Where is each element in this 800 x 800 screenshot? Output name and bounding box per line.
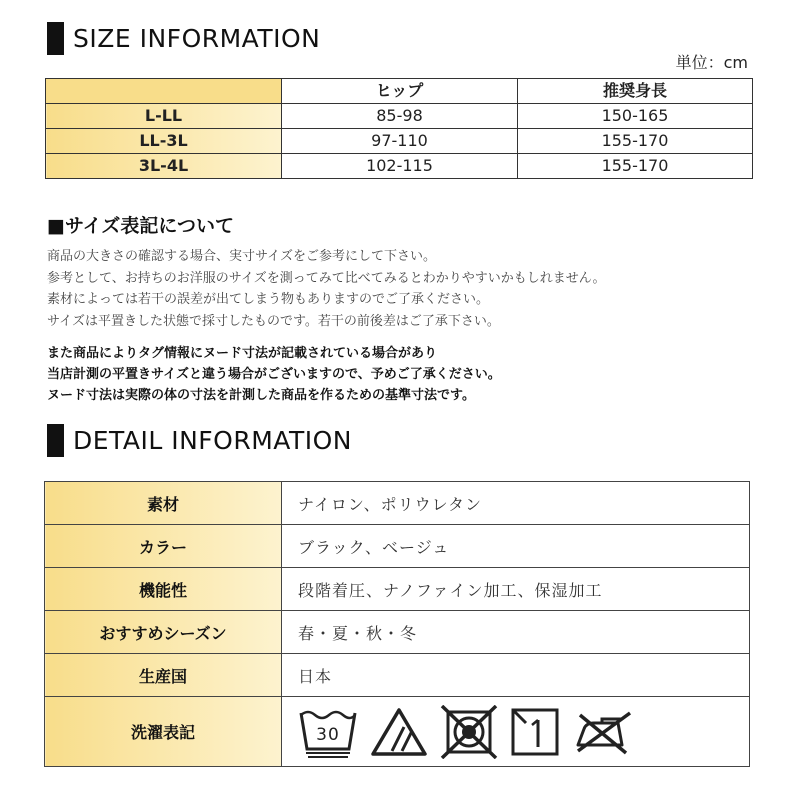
detail-label: おすすめシーズン bbox=[45, 611, 282, 654]
size-table-header bbox=[46, 79, 753, 104]
note-line: 参考として、お持ちのお洋服のサイズを測ってみて比べてみるとわかりやすいかもしれません。 bbox=[47, 270, 606, 286]
table-row bbox=[45, 525, 750, 568]
note-line: 素材によっては若干の誤差が出てしまう物もありますのでご了承ください。 bbox=[47, 292, 490, 307]
detail-table bbox=[44, 481, 750, 767]
note-line: 商品の大きさの確認する場合、実寸サイズをご参考にして下さい。 bbox=[47, 249, 436, 264]
detail-value: ナイロン、ポリウレタン bbox=[282, 482, 750, 525]
hip-value: 97-110 bbox=[282, 129, 518, 154]
table-row bbox=[45, 654, 750, 697]
size-label: LL-3L bbox=[46, 129, 282, 154]
size-note-body bbox=[47, 246, 605, 332]
size-header-blank bbox=[46, 79, 282, 104]
height-value: 155-170 bbox=[518, 129, 753, 154]
detail-section-header bbox=[47, 424, 352, 457]
size-note-title: ■サイズ表記について bbox=[47, 215, 235, 237]
size-label: L-LL bbox=[46, 104, 282, 129]
care-icons bbox=[298, 705, 749, 759]
size-header-hip: ヒップ bbox=[282, 79, 518, 104]
size-label: 3L-4L bbox=[46, 154, 282, 179]
detail-value: ブラック、ベージュ bbox=[282, 525, 750, 568]
no-iron-icon bbox=[572, 707, 634, 757]
table-row bbox=[45, 482, 750, 525]
note-bold-line: 当店計測の平置きサイズと違う場合がございますので、予めご了承ください。 bbox=[47, 367, 501, 382]
wash-temp: 30 bbox=[316, 724, 340, 745]
detail-label: 素材 bbox=[45, 482, 282, 525]
no-tumble-dry-icon bbox=[440, 705, 498, 759]
section-marker bbox=[47, 22, 64, 55]
detail-value: 段階着圧、ナノファイン加工、保湿加工 bbox=[282, 568, 750, 611]
table-row bbox=[46, 129, 753, 154]
hip-value: 85-98 bbox=[282, 104, 518, 129]
table-row bbox=[46, 154, 753, 179]
note-bold-line: また商品によりタグ情報にヌード寸法が記載されている場合があり bbox=[47, 346, 438, 361]
table-row bbox=[45, 568, 750, 611]
wash-30-icon bbox=[298, 705, 358, 759]
detail-label: 機能性 bbox=[45, 568, 282, 611]
detail-label: 生産国 bbox=[45, 654, 282, 697]
size-table bbox=[45, 78, 753, 179]
detail-label: 洗濯表記 bbox=[45, 697, 282, 767]
table-row bbox=[46, 104, 753, 129]
height-value: 155-170 bbox=[518, 154, 753, 179]
detail-value: 春・夏・秋・冬 bbox=[282, 611, 750, 654]
size-section-title: SIZE INFORMATION bbox=[73, 24, 321, 53]
hip-value: 102-115 bbox=[282, 154, 518, 179]
line-dry-icon bbox=[510, 707, 560, 757]
height-value: 150-165 bbox=[518, 104, 753, 129]
care-icons-cell bbox=[282, 697, 750, 767]
table-row bbox=[45, 611, 750, 654]
note-line: サイズは平置きした状態で採寸したものです。若干の前後差はご了承下さい。 bbox=[47, 313, 500, 329]
size-header-height: 推奨身長 bbox=[518, 79, 753, 104]
detail-value: 日本 bbox=[282, 654, 750, 697]
size-note-emphasis bbox=[47, 343, 501, 406]
table-row bbox=[45, 697, 750, 767]
detail-label: カラー bbox=[45, 525, 282, 568]
detail-section-title: DETAIL INFORMATION bbox=[73, 426, 352, 455]
bleach-allowed-icon bbox=[370, 707, 428, 757]
section-marker bbox=[47, 424, 64, 457]
note-bold-line: ヌード寸法は実際の体の寸法を計測した商品を作るための基準寸法です。 bbox=[47, 388, 475, 403]
size-section-header bbox=[47, 22, 320, 55]
unit-label: 単位：cm bbox=[675, 53, 748, 72]
